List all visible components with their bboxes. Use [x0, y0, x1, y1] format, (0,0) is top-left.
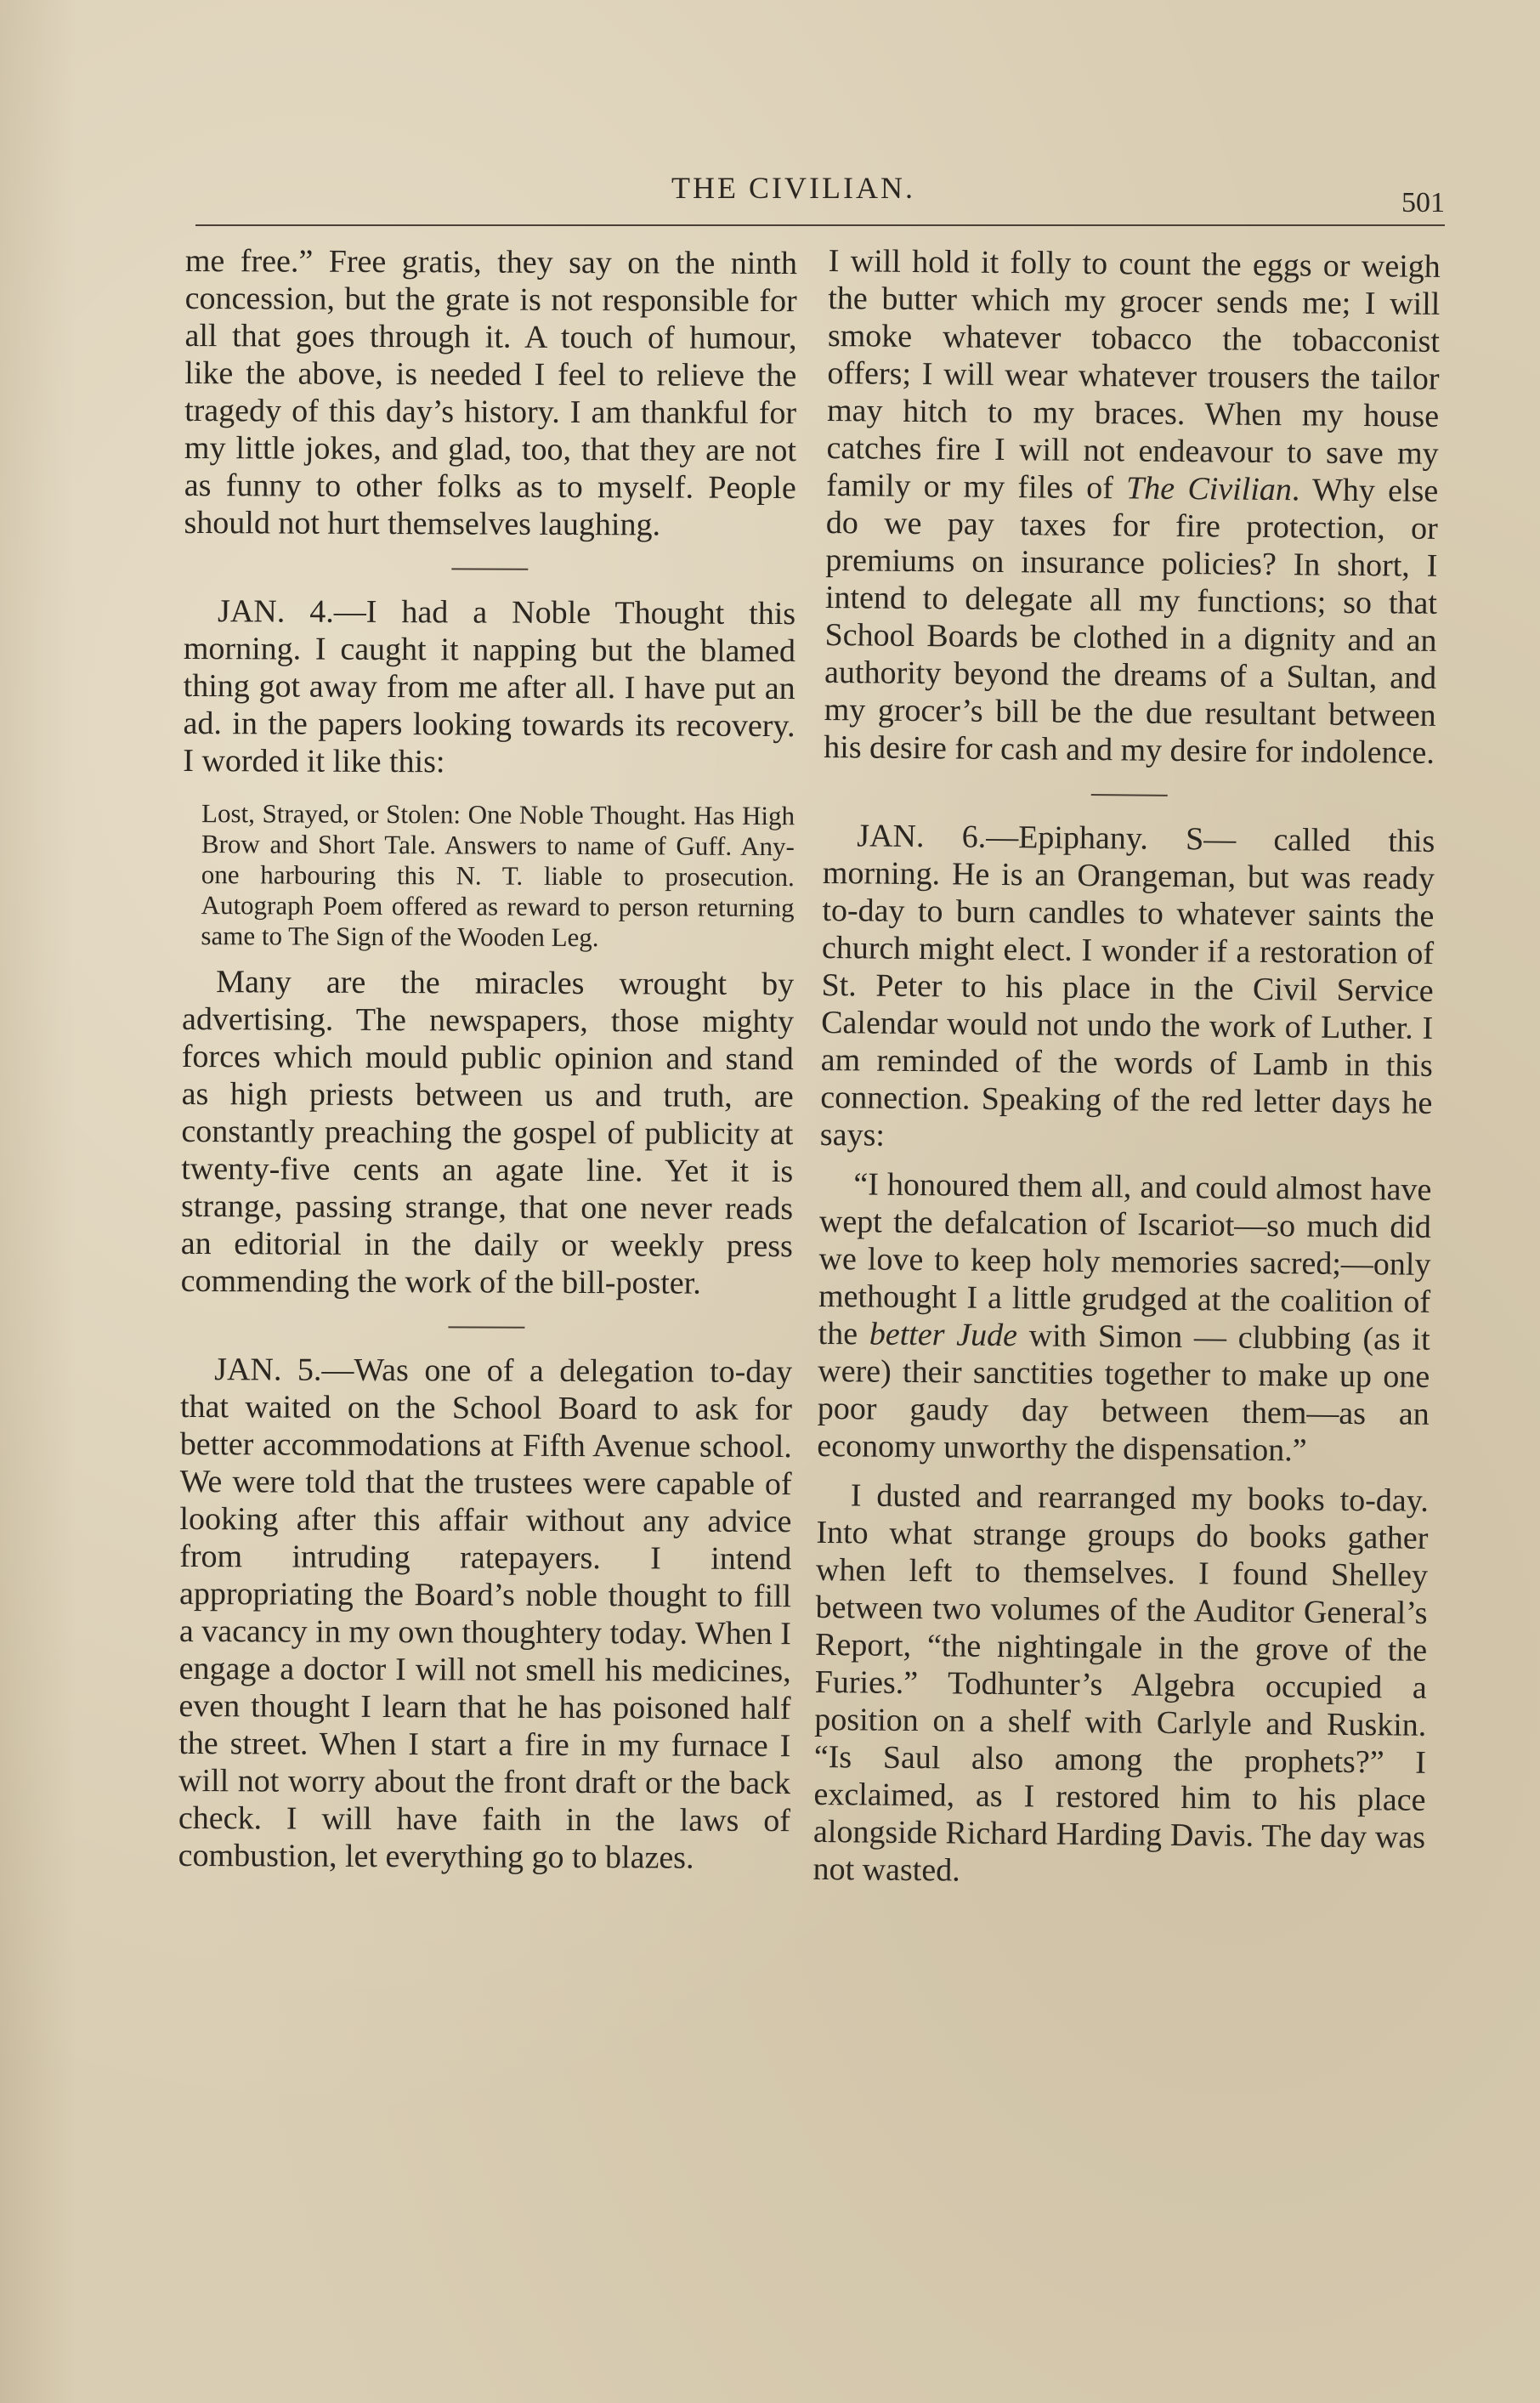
lost-notice-text: Lost, Strayed, or Stolen: One Noble Thought. Has High Brow and Short Tale. Answers to name of Guff. Any-one harbouring this N. T. liable to prosecution. Autograph Poem offered as reward to person returning same to The Sign of the Wooden Leg. [201, 798, 795, 953]
text-run: “I honoured them all, and could almost have wept the defalcation of Iscariot—so much did we love to keep holy memories sacred;—only methought I a little grudged at the coalition of the [818, 1166, 1432, 1352]
italic-title: The Civilian [1125, 470, 1293, 508]
paragraph-continued: me free.” Free gratis, they say on the ninth concession, but the grate is not responsible for all that goes through it. A touch of humour, like the above, is needed I feel to relieve the tragedy of this day’s history. I am thankful for my little jokes, and glad, too, that they are not as funny to other folks as to myself. People should not hurt themselves laughing. [184, 243, 797, 543]
text-run: with Simon — clubbing (as it were) their sanctities together to make up one poor gaudy day between them—as an economy unworthy the dispensation.” [817, 1318, 1430, 1469]
entry-jan-4: JAN. 4.—I had a Noble Thought this morning. I caught it napping but the blamed thing got away from me after all. I have put an ad. in the papers looking towards its recovery. I worded it like this: [183, 593, 796, 780]
section-separator [451, 568, 528, 570]
left-column [178, 242, 797, 1877]
lamb-quotation [817, 1165, 1431, 1471]
running-title: THE CIVILIAN. [671, 171, 915, 205]
section-separator [1091, 794, 1168, 796]
paragraph-advertising: Many are the miracles wrought by advertising. The newspapers, those mighty forces which mould public opinion and stand as high priests between us and truth, are constantly preaching the gospel of publicity at twenty-five cents an agate line. Yet it is strange, passing strange, that one never reads an editorial in the daily or weekly press commending the work of the bill-poster. [180, 964, 795, 1301]
page-number: 501 [1401, 187, 1445, 218]
entry-jan-5: JAN. 5.—Was one of a delegation to-day that waited on the School Board to ask for better accommodations at Fifth Avenue school. We were told that the trustees were capable of looking after this affair without any advice from intruding ratepayers. I intend appropriating the Board’s noble thought to fill a vacancy in my own thoughtery today. When I engage a doctor I will not smell his medicines, even thought I learn that he has poisoned half the street. When I start a fire in my furnace I will not worry about the front draft or the back check. I will have faith in the laws of combustion, let everything go to blazes. [178, 1352, 793, 1876]
paragraph-delegate [824, 242, 1441, 772]
page-header [195, 162, 1445, 238]
entry-jan-6: JAN. 6.—Epiphany. S— called this morning. He is an Orangeman, but was ready to-day to burn candles to whatever saints the church might elect. I wonder if a restoration of St. Peter to his place in the Civil Service Calendar would not undo the work of Luther. I am reminded of the words of Lamb in this connection. Speaking of the red letter days he says: [819, 818, 1435, 1153]
lost-notice [201, 798, 795, 954]
text-run: I will hold it folly to count the eggs or weigh the butter which my grocer sends me; I will smoke whatever tobacco the tobacconist offers; I will wear whatever trousers the tailor may hitch to my braces. When my house catches fire I will not endeavour to save my family or my files of [826, 242, 1441, 507]
text-run: . Why else do we pay taxes for fire protection, or premiums on insurance policies? In short, I intend to delegate all my functions; so that School Boards be clothed in a dignity and an authority beyond the dreams of a Sultan, and my grocer’s bill be the due resultant between his desire for cash and my desire for indolence. [824, 472, 1439, 771]
section-separator [448, 1326, 524, 1328]
italic-phrase: better Jude [869, 1316, 1018, 1354]
right-column [812, 242, 1441, 1894]
header-rule [195, 224, 1445, 226]
paragraph-books: I dusted and rearranged my books to-day. Into what strange groups do books gather when left to themselves. I found Shelley between two volumes of the Auditor General’s Report, “the nightingale in the grove of the Furies.” Todhunter’s Algebra occupied a position on a shelf with Carlyle and Ruskin. “Is Saul also among the prophets?” I exclaimed, as I restored him to his place alongside Richard Harding Davis. The day was not wasted. [812, 1477, 1430, 1889]
